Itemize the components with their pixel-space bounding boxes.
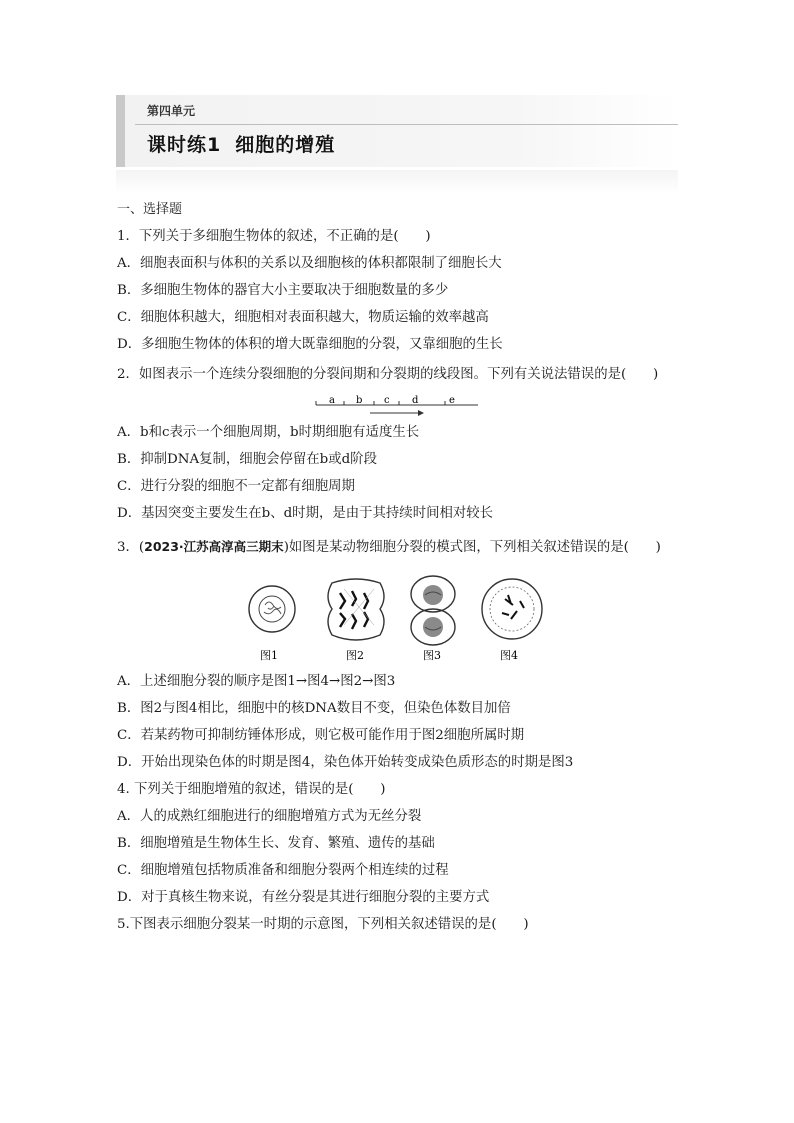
q4-stem: 4. 下列关于细胞增殖的叙述，错误的是( ) [117, 782, 386, 797]
timeline-label-c: c [384, 395, 390, 406]
cell-division-figures [240, 575, 560, 667]
timeline-label-a: a [329, 395, 335, 406]
header-divider [135, 124, 678, 125]
q3-stem-prefix: 3．( [117, 540, 145, 555]
cell-cycle-timeline [312, 393, 482, 419]
unit-label: 第四单元 [147, 104, 196, 118]
q3-stem-suffix: )如图是某动物细胞分裂的模式图，下列相关叙述错误的是( ) [283, 540, 661, 555]
section-title: 一、选择题 [117, 202, 183, 217]
figure-1-cell [249, 586, 295, 632]
q1-stem: 1．下列关于多细胞生物体的叙述，不正确的是( ) [117, 229, 431, 244]
q3-stem [117, 538, 661, 557]
figure-1-label: 图1 [260, 649, 278, 662]
figure-3-cell [411, 576, 455, 645]
arrow-head-icon [418, 410, 424, 416]
q1-option-b: B．多细胞生物体的器官大小主要取决于细胞数量的多少 [117, 283, 449, 298]
q2-stem: 2．如图表示一个连续分裂细胞的分裂间期和分裂期的线段图。下列有关说法错误的是( ) [117, 367, 659, 382]
q3-option-c: C．若某药物可抑制纺锤体形成，则它极可能作用于图2细胞所属时期 [117, 728, 525, 743]
lesson-name: 细胞的增殖 [235, 134, 336, 156]
q4-option-b: B．细胞增殖是生物体生长、发育、繁殖、遗传的基础 [117, 836, 435, 851]
timeline-label-d: d [412, 395, 419, 406]
figure-4-cell [482, 579, 542, 639]
q3-source: 2023·江苏高淳高三期末 [144, 539, 284, 554]
q4-option-d: D．对于真核生物来说，有丝分裂是其进行细胞分裂的主要方式 [117, 890, 490, 905]
q3-option-d: D．开始出现染色体的时期是图4，染色体开始转变成染色质形态的时期是图3 [117, 755, 574, 770]
q3-option-a: A．上述细胞分裂的顺序是图1→图4→图2→图3 [117, 674, 396, 689]
figure-2-label: 图2 [346, 649, 364, 662]
q2-option-d: D．基因突变主要发生在b、d时期，是由于其持续时间相对较长 [117, 506, 494, 521]
figure-2-cell [328, 579, 384, 640]
q4-option-a: A．人的成熟红细胞进行的细胞增殖方式为无丝分裂 [117, 809, 422, 824]
q2-option-a: A．b和c表示一个细胞周期，b时期细胞有适度生长 [117, 425, 420, 440]
figure-3-label: 图3 [423, 649, 441, 662]
figure-4-label: 图4 [500, 649, 518, 662]
q1-option-c: C．细胞体积越大，细胞相对表面积越大，物质运输的效率越高 [117, 310, 489, 325]
q1-option-a: A．细胞表面积与体积的关系以及细胞核的体积都限制了细胞长大 [117, 256, 502, 271]
q2-option-b: B．抑制DNA复制，细胞会停留在b或d阶段 [117, 452, 377, 467]
timeline-label-b: b [356, 395, 363, 406]
q4-option-c: C．细胞增殖包括物质准备和细胞分裂两个相连续的过程 [117, 863, 449, 878]
timeline-label-e: e [449, 395, 455, 406]
q2-option-c: C．进行分裂的细胞不一定都有细胞周期 [117, 479, 355, 494]
header-accent-bar [116, 95, 125, 167]
q3-option-b: B．图2与图4相比，细胞中的核DNA数目不变，但染色体数目加倍 [117, 701, 511, 716]
q1-option-d: D．多细胞生物体的体积的增大既靠细胞的分裂，又靠细胞的生长 [117, 337, 503, 352]
lesson-number: 课时练1 [147, 134, 222, 156]
q5-stem: 5.下图表示细胞分裂某一时期的示意图，下列相关叙述错误的是( ) [117, 917, 529, 932]
header-shadow [116, 170, 678, 194]
lesson-title [147, 130, 335, 157]
